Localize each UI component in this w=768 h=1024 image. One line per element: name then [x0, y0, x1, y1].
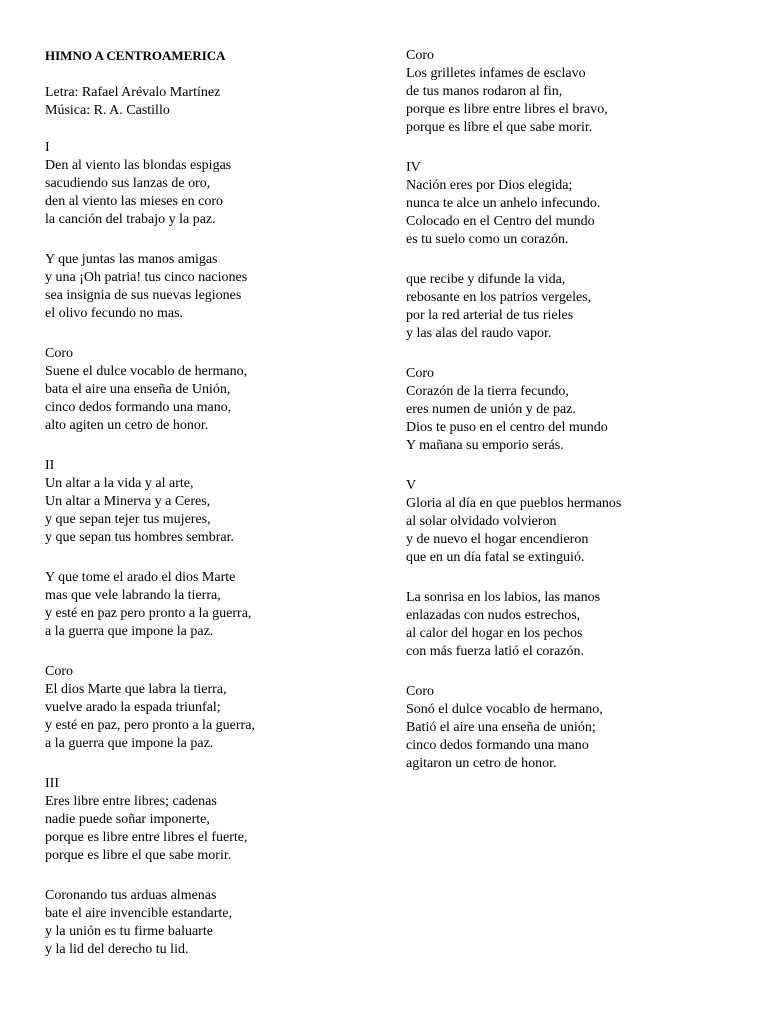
verse-line: agitaron un cetro de honor.: [406, 756, 557, 771]
verse-line: Un altar a la vida y al arte,: [45, 476, 194, 491]
verse-line: II: [45, 458, 55, 473]
verse-line: Nación eres por Dios elegida;: [406, 178, 573, 193]
verse-line: y esté en paz pero pronto a la guerra,: [45, 606, 252, 621]
verse-line: Sonó el dulce vocablo de hermano,: [406, 702, 603, 717]
verse-line: Coro: [406, 366, 434, 381]
verse-line: Y mañana su emporio serás.: [406, 438, 564, 453]
verse-line: Y que juntas las manos amigas: [45, 252, 218, 267]
verse-line: Colocado en el Centro del mundo: [406, 214, 595, 229]
verse-line: bate el aire invencible estandarte,: [45, 906, 232, 921]
verse-line: porque es libre el que sabe morir.: [45, 848, 232, 863]
left-column: [45, 47, 385, 981]
stanza: [45, 663, 385, 753]
stanza: [406, 683, 746, 773]
verse-line: Coronando tus arduas almenas: [45, 888, 217, 903]
stanza: [406, 365, 746, 455]
verse-line: porque es libre entre libres el fuerte,: [45, 830, 248, 845]
verse-line: el olivo fecundo no mas.: [45, 306, 184, 321]
stanza: [45, 457, 385, 547]
verse-line: rebosante en los patrios vergeles,: [406, 290, 592, 305]
verse-line: Coro: [406, 48, 434, 63]
verse-line: La sonrisa en los labios, las manos: [406, 590, 601, 605]
verse-line: a la guerra que impone la paz.: [45, 624, 214, 639]
verse-line: IV: [406, 160, 421, 175]
verse-line: que en un día fatal se extinguió.: [406, 550, 585, 565]
verse-line: I: [45, 140, 50, 155]
verse-line: y las alas del raudo vapor.: [406, 326, 552, 341]
verse-line: mas que vele labrando la tierra,: [45, 588, 221, 603]
verse-line: cinco dedos formando una mano,: [45, 400, 232, 415]
verse-line: Den al viento las blondas espigas: [45, 158, 232, 173]
stanza: [406, 47, 746, 137]
stanza: [45, 251, 385, 323]
verse-line: Batió el aire una enseña de unión;: [406, 720, 596, 735]
verse-line: Un altar a Minerva y a Ceres,: [45, 494, 211, 509]
lyrics-credit: Letra: Rafael Arévalo Martínez: [45, 85, 221, 100]
stanza: [45, 139, 385, 229]
verse-line: vuelve arado la espada triunfal;: [45, 700, 221, 715]
credits: [45, 84, 385, 120]
verse-line: El dios Marte que labra la tierra,: [45, 682, 227, 697]
verse-line: Y que tome el arado el dios Marte: [45, 570, 236, 585]
stanza: [406, 271, 746, 343]
verse-line: y de nuevo el hogar encendieron: [406, 532, 589, 547]
verse-line: por la red arterial de tus rieles: [406, 308, 574, 323]
verse-line: a la guerra que impone la paz.: [45, 736, 214, 751]
verse-line: nadie puede soñar imponerte,: [45, 812, 210, 827]
verse-line: Coro: [45, 664, 73, 679]
verse-line: cinco dedos formando una mano: [406, 738, 589, 753]
verse-line: que recibe y difunde la vida,: [406, 272, 566, 287]
verse-line: la canción del trabajo y la paz.: [45, 212, 216, 227]
verse-line: de tus manos rodaron al fin,: [406, 84, 563, 99]
left-stanzas: [45, 139, 385, 959]
stanza: [406, 477, 746, 567]
verse-line: Eres libre entre libres; cadenas: [45, 794, 217, 809]
stanza: [45, 887, 385, 959]
verse-line: y una ¡Oh patria! tus cinco naciones: [45, 270, 248, 285]
verse-line: Corazón de la tierra fecundo,: [406, 384, 569, 399]
verse-line: V: [406, 478, 417, 493]
verse-line: III: [45, 776, 59, 791]
verse-line: nunca te alce un anhelo infecundo.: [406, 196, 601, 211]
verse-line: alto agiten un cetro de honor.: [45, 418, 209, 433]
verse-line: Coro: [406, 684, 434, 699]
verse-line: y que sepan tejer tus mujeres,: [45, 512, 211, 527]
stanza: [45, 345, 385, 435]
document-title: HIMNO A CENTROAMERICA: [45, 48, 226, 63]
verse-line: al calor del hogar en los pechos: [406, 626, 583, 641]
stanza: [45, 775, 385, 865]
verse-line: y la unión es tu firme baluarte: [45, 924, 213, 939]
right-stanzas: [406, 47, 746, 773]
verse-line: Gloria al día en que pueblos hermanos: [406, 496, 622, 511]
verse-line: sacudiendo sus lanzas de oro,: [45, 176, 211, 191]
right-column: [406, 47, 746, 795]
verse-line: eres numen de unión y de paz.: [406, 402, 576, 417]
music-credit: Música: R. A. Castillo: [45, 103, 170, 118]
verse-line: con más fuerza latió el corazón.: [406, 644, 585, 659]
verse-line: Los grilletes infames de esclavo: [406, 66, 586, 81]
verse-line: bata el aire una enseña de Unión,: [45, 382, 231, 397]
verse-line: Suene el dulce vocablo de hermano,: [45, 364, 248, 379]
verse-line: y la lid del derecho tu lid.: [45, 942, 189, 957]
verse-line: porque es libre el que sabe morir.: [406, 120, 593, 135]
stanza: [406, 159, 746, 249]
verse-line: sea insignia de sus nuevas legiones: [45, 288, 242, 303]
stanza: [406, 589, 746, 661]
verse-line: al solar olvidado volvieron: [406, 514, 557, 529]
verse-line: porque es libre entre libres el bravo,: [406, 102, 608, 117]
verse-line: y esté en paz, pero pronto a la guerra,: [45, 718, 255, 733]
verse-line: es tu suelo como un corazón.: [406, 232, 569, 247]
verse-line: Dios te puso en el centro del mundo: [406, 420, 608, 435]
verse-line: Coro: [45, 346, 73, 361]
verse-line: y que sepan tus hombres sembrar.: [45, 530, 234, 545]
verse-line: enlazadas con nudos estrechos,: [406, 608, 581, 623]
stanza: [45, 569, 385, 641]
verse-line: den al viento las mieses en coro: [45, 194, 224, 209]
